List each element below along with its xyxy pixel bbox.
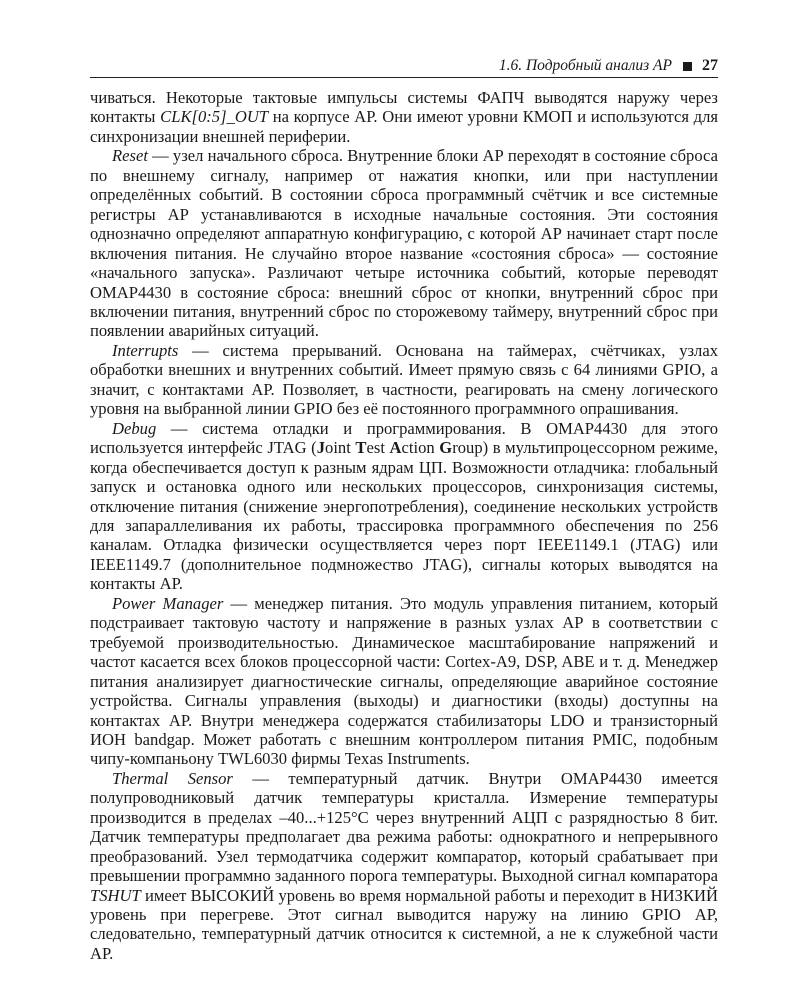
paragraph-debug [90,419,718,594]
text-run: чиваться. Некоторые тактовые импульсы системы ФАПЧ выводятся наружу через контакты [90,88,718,127]
page-body [90,88,718,963]
bold-letter: G [439,438,453,458]
text-run: — менеджер питания. Это модуль управления питанием, который подстраивает тактовую частоту и напряжение в разных узлах АР в соответствии с требуемой производительностью. Динамическое масштабирование напряжений и частот касается всех блоков процессорной части: Cortex-A9, DSP, ABE и т. д. Менеджер питания анализирует диагностические сигналы, определяющие аварийное состояние устройства. Сигналы управления (выходы) и диагностики (входы) доступны на контактах АР. Внутри менеджера содержатся стабилизаторы LDO и транзисторный ИОН bandgap. Может работать с внешним контроллером питания PMIC, подобным чипу-компаньону TWL6030 фирмы Texas Instruments. [90,593,718,769]
bold-letter: T [355,438,367,458]
text-run: — система прерываний. Основана на таймерах, счётчиках, узлах обработки внешних и внутренних событий. Имеет прямую связь с 64 линиями GPIO, а значит, с контактами АР. Позволяет, в частности, реагировать на смену логического уровня на выбранной линии GPIO без её постоянного программного опрашивания. [90,340,718,419]
term-name: Debug [112,418,157,438]
text-run: ction [401,438,440,458]
text-run: — узел начального сброса. Внутренние блоки АР переходят в состояние сброса по внешнему сигналу, например от нажатия кнопки, или при наступлении определённых событий. В состоянии сброса программный счётчик и все системные регистры АР устанавливаются в исходные начальные состояния. Эти состояния однозначно определяют аппаратную конфигурацию, с которой АР начинает старт после включения питания. Не случайно второе название «состояния сброса» — состояние «начального запуска». Различают четыре источника событий, которые переводят OMAP4430 в состояние сброса: внешний сброс от кнопки, внутренний сброс при включении питания, внутренний сброс по сторожевому таймеру, внутренний сброс при появлении аварийных ситуаций. [90,146,718,341]
text-run: имеет ВЫСОКИЙ уровень во время нормальной работы и переходит в НИЗКИЙ уровень при перегреве. Этот сигнал выводится наружу на линию GPIO АР, следовательно, температурный датчик относится к системной, а не к служебной части АР. [90,885,718,963]
text-run: на корпусе АР. Они имеют уровни КМОП и используются для синхронизации внешней периферии. [90,107,718,146]
italic-text: CLK[0:5]_OUT [160,107,269,127]
text-run: oint [325,438,356,458]
term-name: Thermal Sensor [112,768,233,788]
paragraph-continuation [90,88,718,146]
bold-letter: A [389,438,402,458]
page-number: 27 [702,57,718,74]
bold-letter: J [316,438,326,458]
section-title: 1.6. Подробный анализ АР [498,57,672,74]
italic-text: TSHUT [90,885,141,905]
paragraph-reset [90,146,718,341]
square-bullet-icon [683,62,692,71]
term-name: Power Manager [112,593,224,613]
term-name: Interrupts [112,340,179,360]
running-header [90,55,718,78]
text-run: est [366,438,390,458]
book-page [90,55,718,963]
text-run: — система отладки и программирования. В OMAP4430 для этого используется интерфейс JTAG ( [90,418,718,458]
paragraph-thermal-sensor [90,769,718,964]
paragraph-interrupts [90,341,718,419]
text-run: roup) в мультипроцессорном режиме, когда обеспечивается доступ к разным ядрам ЦП. Возможности отладчика: глобальный запуск и остановка одного или нескольких процессоров, синхронизация системы, отключение питания (снижение энергопотребления), соединение нескольких устройств для запараллеливания их работы, трассировка программного обеспечения по 256 каналам. Отладка физически осуществляется через порт IEEE1149.1 (JTAG) или IEEE1149.7 (дополнительное подмножество JTAG), сигналы которых выводятся на контакты АР. [90,438,718,594]
term-name: Reset [112,146,148,166]
paragraph-power-manager [90,594,718,769]
text-run: — температурный датчик. Внутри OMAP4430 имеется полупроводниковый датчик температуры кристалла. Измерение температуры производится в пределах –40...+125°C через внутренний АЦП с разрядностью 8 бит. Датчик температуры предполагает два режима работы: однократного и непрерывного преобразований. Узел термодатчика содержит компаратор, который срабатывает при превышении программно заданного порога температуры. Выходной сигнал компаратора [90,768,718,886]
